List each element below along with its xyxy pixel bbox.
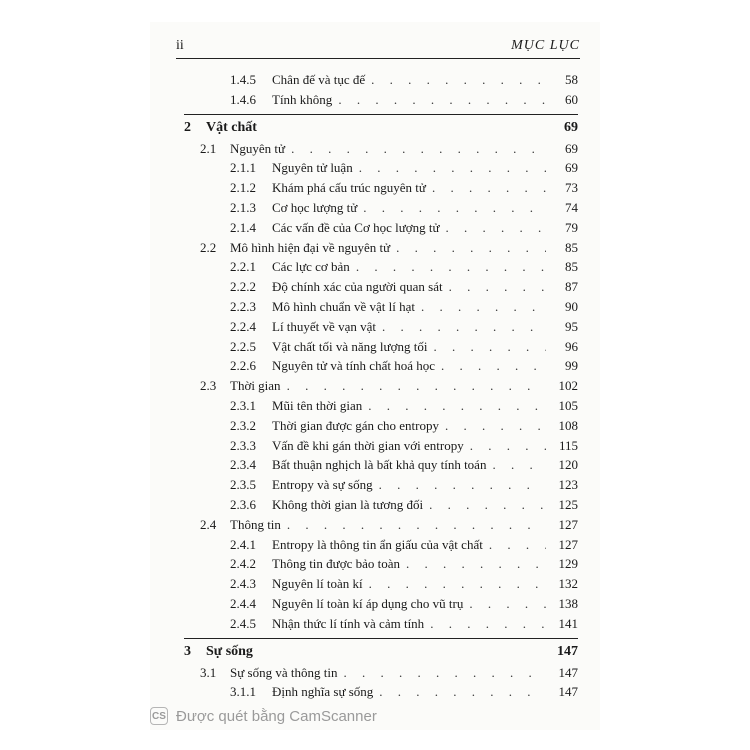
toc-entry-page: 127	[558, 516, 578, 532]
toc-entry-page: 85	[565, 259, 578, 275]
toc-entry-page: 129	[558, 556, 578, 572]
toc-entry-number: 2.4.2	[230, 556, 256, 572]
toc-entry-title: Tính không	[272, 91, 333, 107]
toc-leader	[430, 614, 546, 634]
toc-leader	[421, 297, 546, 317]
toc-entry	[230, 317, 578, 337]
toc-leader	[287, 376, 546, 396]
toc-entry-number: 3.1.1	[230, 684, 256, 700]
toc-entry-page: 147	[557, 643, 578, 659]
toc-entry-title: Lí thuyết về vạn vật	[272, 318, 376, 334]
toc-entry-title: Vật chất	[206, 119, 257, 135]
toc-entry-title: Thời gian được gán cho entropy	[272, 417, 440, 433]
toc-entry-page: 79	[565, 219, 578, 235]
toc-entry-number: 2.2.3	[230, 299, 256, 314]
toc-entry-number: 2.3.3	[230, 437, 256, 453]
toc-entry-page: 105	[558, 398, 578, 413]
toc-leader	[441, 356, 546, 376]
toc-entry-number: 1.4.5	[230, 72, 256, 87]
toc-entry-number: 2.1.2	[230, 180, 256, 196]
toc-entry	[200, 515, 578, 535]
toc-entry-number: 2.3.6	[230, 497, 256, 512]
toc-entry-title: Cơ học lượng tử	[272, 200, 358, 215]
toc-entry-number: 3.1	[200, 664, 217, 680]
toc-leader	[396, 238, 546, 258]
toc-entry-number: 2.1	[200, 140, 217, 156]
toc-entry-page: 132	[558, 576, 578, 592]
toc-entry	[230, 158, 578, 178]
toc-entry-title: Khám phá cấu trúc nguyên tử	[272, 180, 426, 196]
toc-entry-number: 2.4.4	[230, 596, 256, 611]
toc-entry	[200, 663, 578, 683]
toc-entry	[230, 682, 578, 702]
toc-entry	[230, 535, 578, 555]
camscanner-logo-icon: CS	[150, 707, 168, 725]
toc-entry	[230, 396, 578, 416]
toc-entry-number: 2	[184, 119, 191, 135]
toc-leader	[371, 70, 546, 90]
toc-entry	[230, 416, 578, 436]
toc-leader	[379, 475, 546, 495]
toc-leader	[433, 337, 546, 357]
toc-entry	[230, 594, 578, 614]
toc-leader	[382, 317, 546, 337]
toc-entry-page: 120	[558, 457, 578, 473]
toc-entry-title: Độ chính xác của người quan sát	[272, 279, 443, 295]
toc-entry-title: Nguyên tử luận	[272, 160, 353, 176]
toc-entry	[230, 70, 578, 90]
toc-entry	[200, 376, 578, 396]
toc-leader	[432, 178, 546, 198]
toc-entry-title: Các lực cơ bản	[272, 259, 350, 275]
toc-entry	[200, 139, 578, 159]
toc-entry-page: 95	[565, 318, 578, 334]
toc-entry-number: 2.3.1	[230, 398, 256, 413]
toc-entry-title: Vấn đề khi gán thời gian với entropy	[272, 437, 464, 453]
toc-entry-page: 141	[558, 615, 578, 631]
toc-entry-title: Entropy và sự sống	[272, 477, 373, 493]
toc-entry	[230, 178, 578, 198]
toc-entry	[230, 614, 578, 634]
toc-entry-number: 2.3.4	[230, 457, 256, 473]
toc-entry-page: 125	[558, 497, 578, 512]
toc-entry-page: 74	[565, 200, 578, 215]
toc-leader	[446, 218, 546, 238]
toc-entry-number: 1.4.6	[230, 91, 256, 107]
toc-entry-title: Thời gian	[230, 378, 281, 394]
toc-entry-number: 2.3	[200, 378, 217, 394]
toc-entry	[200, 238, 578, 258]
toc-entry-title: Nguyên tử và tính chất hoá học	[272, 358, 436, 374]
toc-entry-title: Vật chất tối và năng lượng tối	[272, 338, 428, 354]
toc-entry-page: 147	[558, 684, 578, 700]
toc-leader	[429, 495, 546, 515]
toc-entry-number: 2.4	[200, 516, 217, 532]
toc-entry	[230, 297, 578, 317]
toc-entry	[230, 554, 578, 574]
toc-entry-title: Nhận thức lí tính và cảm tính	[272, 615, 425, 631]
toc-leader	[406, 554, 546, 574]
toc-entry	[230, 218, 578, 238]
toc-entry-page: 87	[565, 279, 578, 295]
toc-leader	[343, 663, 546, 683]
toc-entry-number: 2.2	[200, 239, 217, 255]
toc-entry-page: 58	[565, 72, 578, 87]
chapter-divider	[184, 638, 578, 639]
toc-leader	[363, 198, 546, 218]
toc-entry-title: Sự sống và thông tin	[230, 664, 338, 680]
toc-entry-page: 147	[558, 664, 578, 680]
toc-leader	[368, 396, 546, 416]
chapter-divider	[184, 114, 578, 115]
toc-leader	[445, 416, 546, 436]
toc-entry-title: Nguyên lí toàn kí áp dụng cho vũ trụ	[272, 596, 464, 611]
toc-entry-page: 69	[565, 140, 578, 156]
toc-entry	[230, 257, 578, 277]
toc-entry	[230, 90, 578, 110]
toc-entry	[230, 198, 578, 218]
toc-entry-number: 2.3.2	[230, 417, 256, 433]
toc-entry-title: Sự sống	[206, 643, 253, 659]
toc-entry-page: 69	[564, 119, 578, 135]
toc-entry-title: Mũi tên thời gian	[272, 398, 363, 413]
toc-entry-title: Nguyên lí toàn kí	[272, 576, 363, 592]
toc-entry-page: 73	[565, 180, 578, 196]
toc-entry	[230, 574, 578, 594]
page-number: ii	[176, 38, 184, 53]
toc-entry-title: Nguyên tử	[230, 140, 286, 156]
toc-entry-page: 108	[558, 417, 578, 433]
toc-entry-number: 2.2.5	[230, 338, 256, 354]
toc-entry-title: Mô hình hiện đại về nguyên tử	[230, 239, 391, 255]
toc-entry-number: 2.2.1	[230, 259, 256, 275]
toc-entry-page: 96	[565, 338, 578, 354]
toc-entry-page: 115	[558, 437, 578, 453]
toc-entry-page: 102	[558, 378, 578, 394]
toc-entry-number: 2.4.5	[230, 615, 256, 631]
toc-entry-number: 2.2.6	[230, 358, 256, 374]
toc-leader	[291, 139, 546, 159]
toc-leader	[356, 257, 546, 277]
toc-leader	[489, 535, 546, 555]
book-page	[150, 22, 600, 730]
toc-entry-page: 127	[558, 536, 578, 552]
toc-entry-number: 2.1.3	[230, 200, 256, 215]
toc-entry-number: 2.2.4	[230, 318, 256, 334]
toc-entry-title: Chân đế và tục đế	[272, 72, 366, 87]
toc-entry	[184, 118, 578, 138]
toc-leader	[470, 436, 546, 456]
toc-entry	[230, 495, 578, 515]
toc-entry-page: 69	[565, 160, 578, 176]
toc-entry-number: 3	[184, 643, 191, 659]
toc-leader	[379, 682, 546, 702]
toc-entry-title: Thông tin	[230, 516, 281, 532]
toc-entry-number: 2.2.2	[230, 279, 256, 295]
toc-entry-title: Bất thuận nghịch là bất khả quy tính toán	[272, 457, 487, 473]
page-title: MỤC LỤC	[511, 38, 580, 53]
toc-entry-number: 2.1.4	[230, 219, 256, 235]
toc-leader	[492, 455, 546, 475]
camscanner-watermark	[150, 706, 377, 726]
watermark-text: Được quét bằng CamScanner	[176, 707, 377, 725]
toc-leader	[369, 574, 546, 594]
toc-leader	[359, 158, 546, 178]
toc-entry	[230, 337, 578, 357]
toc-entry-number: 2.4.1	[230, 536, 256, 552]
toc-entry-title: Các vấn đề của Cơ học lượng tử	[272, 219, 440, 235]
toc-entry-number: 2.4.3	[230, 576, 256, 592]
toc-leader	[287, 515, 546, 535]
toc-leader	[338, 90, 546, 110]
toc-entry-number: 2.1.1	[230, 160, 256, 176]
toc-entry-title: Không thời gian là tương đối	[272, 497, 424, 512]
toc-entry-title: Định nghĩa sự sống	[272, 684, 374, 700]
toc-entry-title: Entropy là thông tin ẩn giấu của vật chất	[272, 536, 483, 552]
toc-leader	[449, 277, 546, 297]
toc-entry	[230, 475, 578, 495]
toc-entry-page: 60	[565, 91, 578, 107]
toc-entry-page: 85	[565, 239, 578, 255]
toc-entry-number: 2.3.5	[230, 477, 256, 493]
toc-entry	[184, 642, 578, 662]
toc-entry-title: Mô hình chuẩn về vật lí hạt	[272, 299, 415, 314]
toc-leader	[469, 594, 546, 614]
toc-entry-page: 123	[558, 477, 578, 493]
toc-entry-title: Thông tin được bảo toàn	[272, 556, 401, 572]
toc-entry-page: 99	[565, 358, 578, 374]
toc-entry-page: 138	[558, 596, 578, 611]
toc-entry	[230, 356, 578, 376]
toc-entry	[230, 436, 578, 456]
toc-entry	[230, 277, 578, 297]
toc-entry-page: 90	[565, 299, 578, 314]
table-of-contents	[150, 22, 600, 730]
toc-entry	[230, 455, 578, 475]
